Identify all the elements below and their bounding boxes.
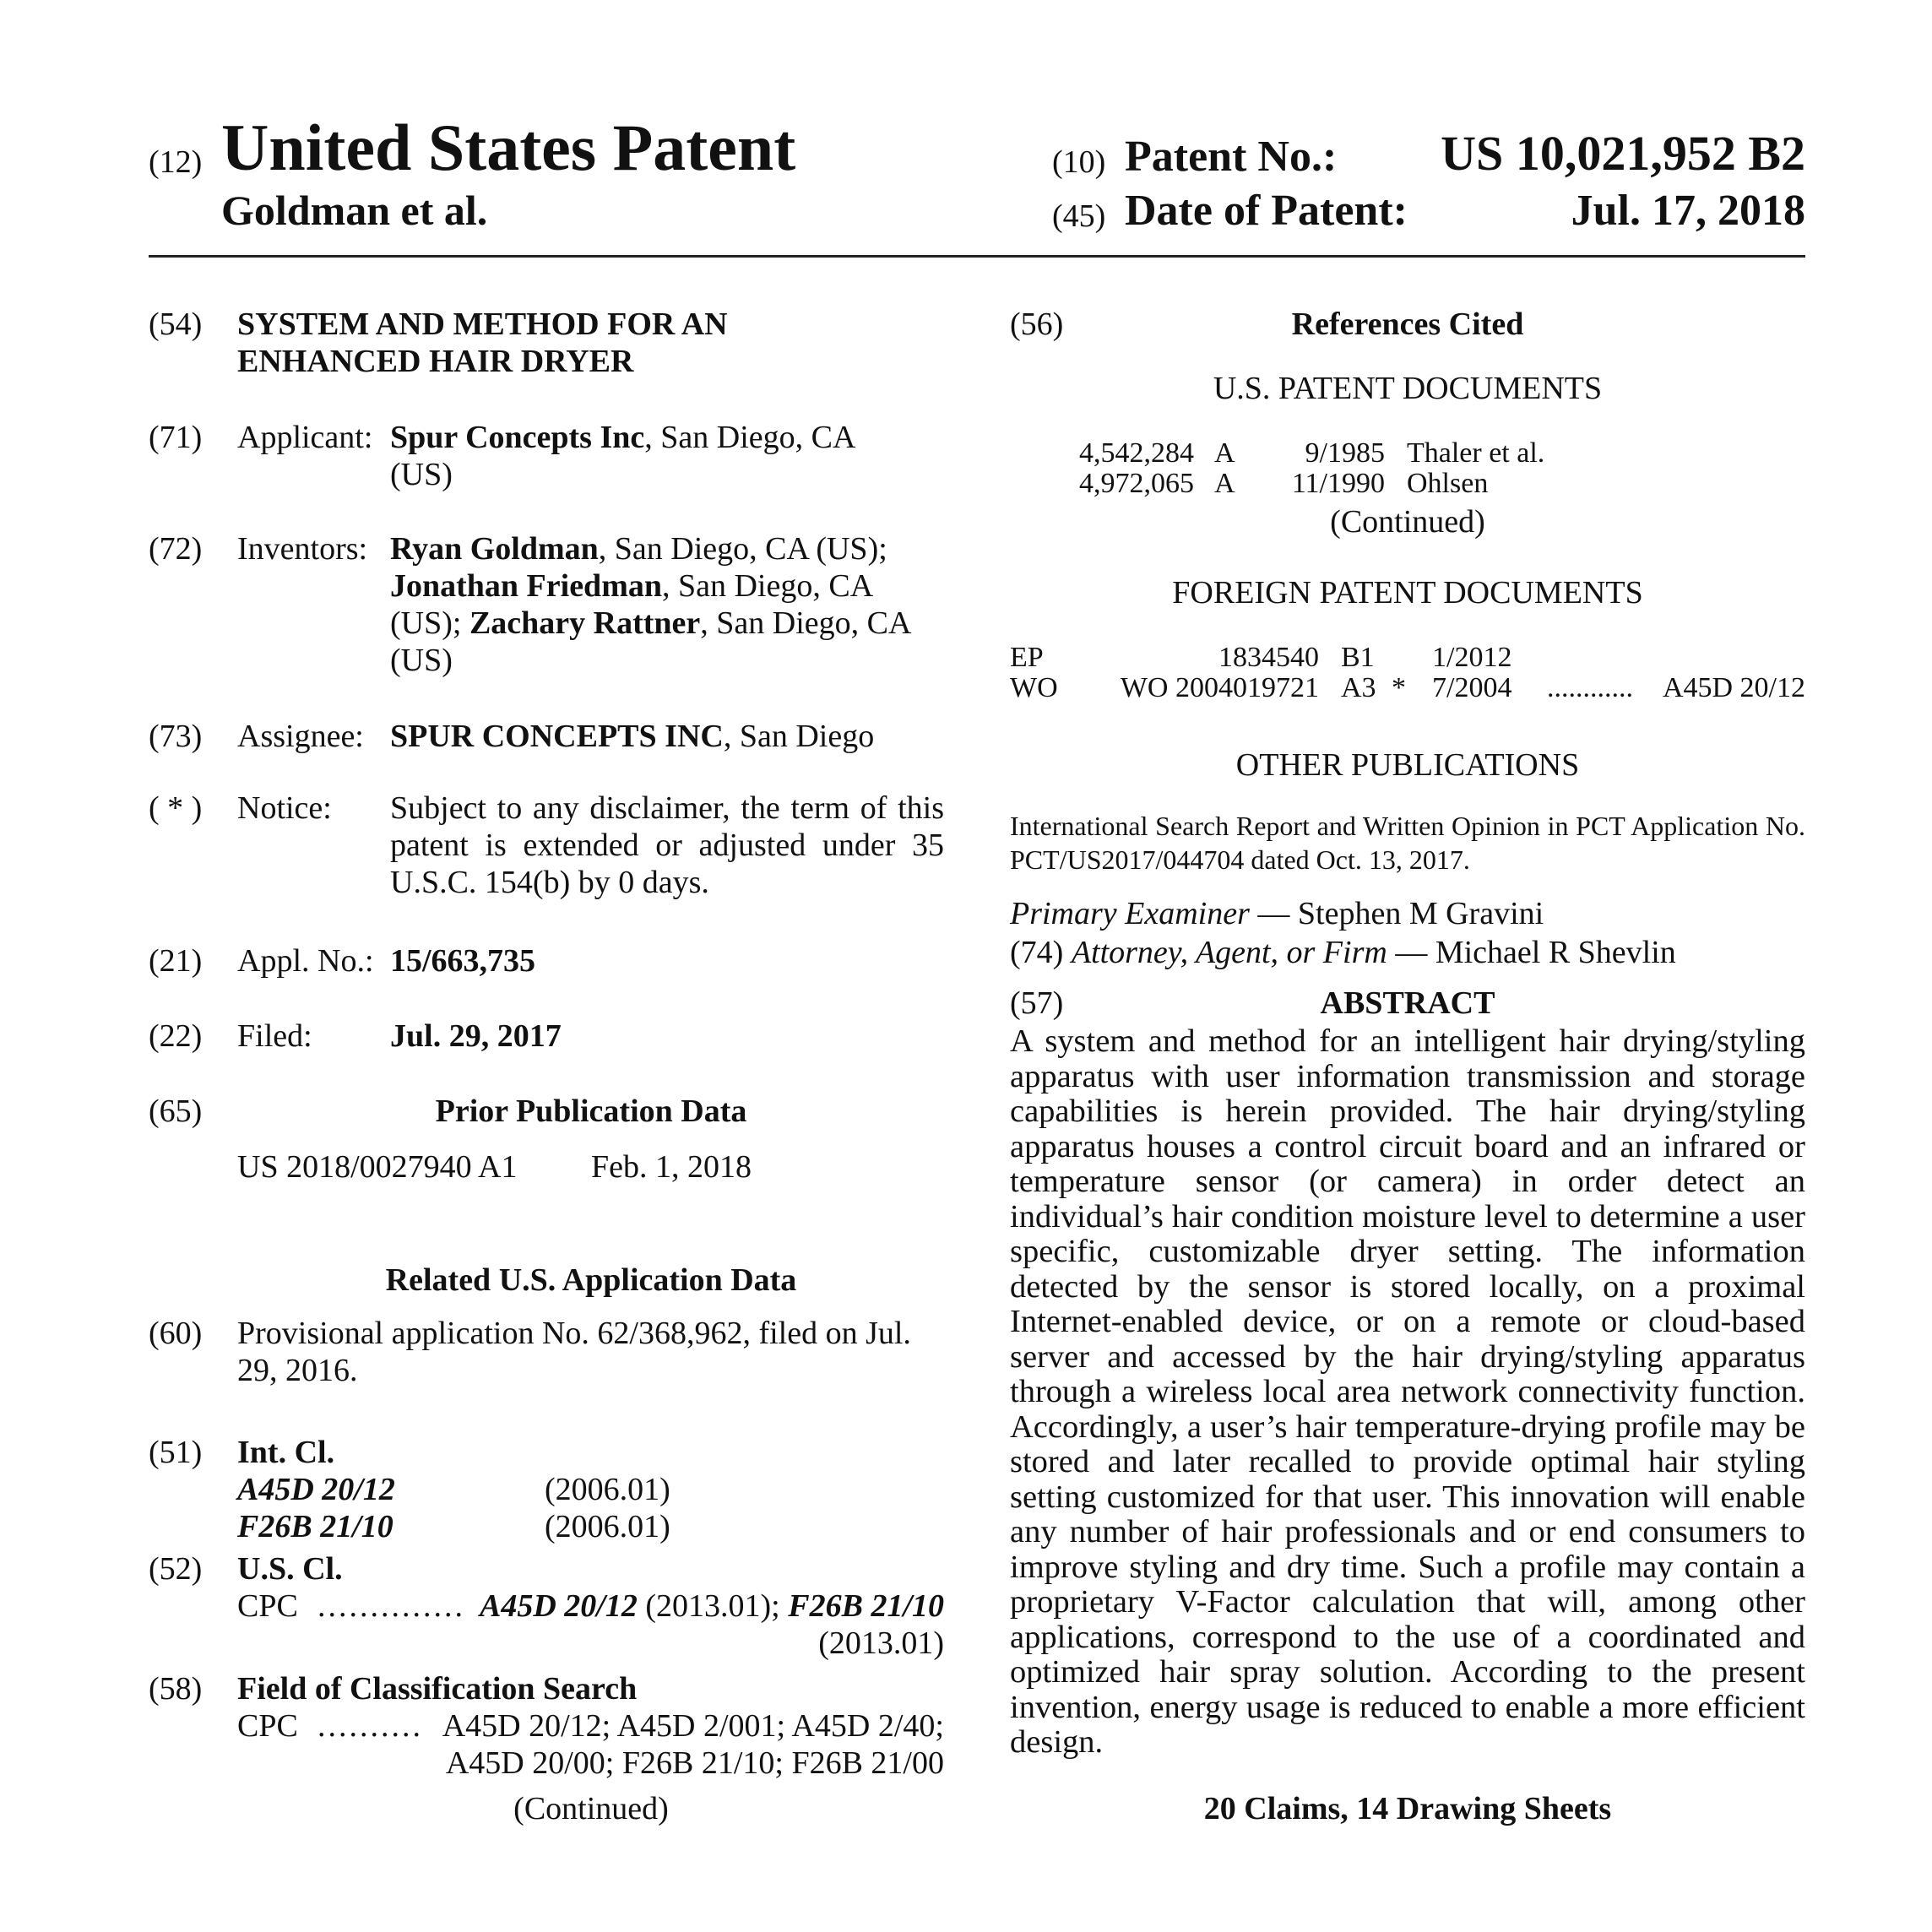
code-73: (73) [149,719,203,754]
us-doc-date: 9/1985 [1305,437,1385,469]
claims-summary: 20 Claims, 14 Drawing Sheets [1203,1791,1612,1826]
foreign-doc-kind: B1 [1341,642,1375,673]
code-58: (58) [149,1671,203,1707]
foreign-doc-date: 7/2004 [1432,672,1512,703]
abstract-heading: ABSTRACT [1320,985,1495,1021]
int-cl-version-2: (2006.01) [545,1509,670,1544]
inventor-line1 [390,530,887,567]
notice-text: Subject to any disclaimer, the term of this patent is extended or adjusted under 35 U.S.C. 154(b) by 0 days. [390,790,944,900]
us-patent-docs-heading: U.S. PATENT DOCUMENTS [1213,371,1603,406]
foreign-doc-number: WO 2004019721 [1120,672,1319,703]
prior-publication-number: US 2018/0027940 A1 [237,1149,518,1185]
header-rule [149,255,1805,258]
code-56: (56) [1010,307,1064,342]
abstract-text: A system and method for an intelligent hair drying/styling apparatus with user information transmission and storage capabilities is herein provided. The hair drying/styling apparatus houses a control circuit board and an infrared or temperature sensor (or camera) in order detect an individual’s hair condition moisture level to determine a user specific, customizable dryer setting. The information detected by the sensor is stored locally, on a proximal Internet-enabled device, or on a remote or cloud-based server and accessed by the hair drying/styling apparatus through a wireless local area network connectivity function. Accordingly, a user’s hair temperature-drying profile may be stored and later recalled to provide optimal hair styling setting customized for that user. This innovation will enable any number of hair professionals and or end consumers to improve styling and dry time. Such a profile may contain a proprietary V-Factor calculation that will, among other applications, correspond to the use of a coordinated and optimized hair spray solution. According to the present invention, energy usage is reduced to enable a more efficient design. [1010,1023,1805,1760]
patent-no-label: Patent No.: [1125,133,1338,181]
patent-date: Jul. 17, 2018 [1571,187,1805,235]
us-doc-number: 4,542,284 [1079,437,1194,469]
foreign-doc-country: EP [1010,642,1044,673]
us-doc-kind: A [1214,468,1235,499]
us-doc-date: 11/1990 [1291,468,1385,499]
attorney-label: Attorney, Agent, or Firm [1071,935,1387,970]
field-search-heading: Field of Classification Search [237,1671,638,1707]
code-65: (65) [149,1094,203,1129]
document-title: United States Patent [221,111,796,184]
us-cl-line1 [480,1587,944,1625]
inventor-line3 [390,605,911,642]
examiner-label: Primary Examiner [1010,896,1250,931]
us-cl-dots: .............. [317,1588,465,1624]
other-publications-heading: OTHER PUBLICATIONS [1235,747,1580,783]
date-label: Date of Patent: [1125,187,1408,235]
applicant-label: Applicant: [237,420,373,455]
code-51: (51) [149,1435,203,1470]
foreign-docs-heading: FOREIGN PATENT DOCUMENTS [1172,575,1643,611]
filed-label: Filed: [237,1018,312,1054]
us-docs-continued: (Continued) [1330,504,1485,540]
int-cl-heading: Int. Cl. [237,1435,335,1470]
us-cl-cpc-label: CPC [237,1588,298,1624]
code-57: (57) [1010,985,1064,1021]
inventor-name-2: Jonathan Friedman [390,568,662,604]
us-doc-name: Thaler et al. [1407,437,1545,469]
us-cl-version-1: (2013.01); [637,1588,789,1624]
assignee-line [390,718,874,755]
int-cl-class-2: F26B 21/10 [237,1509,393,1544]
field-search-line1: A45D 20/12; A45D 2/001; A45D 2/40; [442,1708,944,1744]
inventor-name-3: Zachary Rattner [469,605,701,641]
code-22: (22) [149,1018,203,1054]
code-10: (10) [1052,144,1106,180]
inventor-loc-1: , San Diego, CA (US); [598,531,887,567]
authors: Goldman et al. [221,187,488,234]
foreign-doc-country: WO [1010,672,1058,703]
field-search-continued: (Continued) [513,1791,669,1826]
foreign-doc-class: A45D 20/12 [1662,672,1805,703]
foreign-doc-star: * [1392,672,1406,703]
assignee-location: , San Diego [723,719,875,754]
appl-no-label: Appl. No.: [237,943,374,979]
other-publications-text: International Search Report and Written Opinion in PCT Application No. PCT/US2017/044704 dated Oct. 13, 2017. [1010,811,1805,875]
field-search-cpc-label: CPC [237,1708,298,1744]
applicant-country: (US) [390,457,453,492]
field-search-line2: A45D 20/00; F26B 21/10; F26B 21/00 [445,1745,944,1781]
int-cl-version-1: (2006.01) [545,1472,670,1507]
invention-title-line1: SYSTEM AND METHOD FOR AN [237,307,728,342]
attorney-line [1010,934,1676,971]
assignee-label: Assignee: [237,719,364,754]
invention-title-line2: ENHANCED HAIR DRYER [237,344,634,379]
applicant-location: , San Diego, CA [644,420,856,455]
references-heading: References Cited [1291,307,1524,342]
us-doc-number: 4,972,065 [1079,468,1194,499]
us-cl-class-1: A45D 20/12 [480,1588,638,1624]
code-45: (45) [1052,198,1106,234]
code-71: (71) [149,420,203,455]
appl-no-value: 15/663,735 [390,943,536,979]
us-cl-version-2: (2013.01) [818,1625,944,1661]
inventor-loc-2: , San Diego, CA [661,568,874,604]
code-54: (54) [149,307,203,342]
inventors-label: Inventors: [237,531,368,567]
inventor-name-1: Ryan Goldman [390,531,599,567]
patent-number: US 10,021,952 B2 [1441,126,1805,181]
us-cl-heading: U.S. Cl. [237,1551,343,1587]
int-cl-class-1: A45D 20/12 [237,1472,395,1507]
foreign-doc-number: 1834540 [1218,642,1319,673]
code-72: (72) [149,531,203,567]
applicant-line1 [390,419,855,456]
us-doc-kind: A [1214,437,1235,469]
code-74: (74) [1010,935,1064,970]
examiner-line [1010,895,1544,932]
related-application-heading: Related U.S. Application Data [385,1262,797,1298]
code-12: (12) [149,144,203,180]
code-notice: ( * ) [149,790,203,826]
prior-publication-date: Feb. 1, 2018 [591,1149,752,1185]
inventor-loc-3: , San Diego, CA [700,605,912,641]
provisional-text: Provisional application No. 62/368,962, filed on Jul. 29, 2016. [237,1316,911,1388]
code-60: (60) [149,1316,203,1351]
foreign-doc-kind: A3 [1341,672,1376,703]
inventor-pre-3: (US); [390,605,469,641]
code-52: (52) [149,1551,203,1587]
attorney-name: — Michael R Shevlin [1387,935,1676,970]
prior-publication-heading: Prior Publication Data [435,1094,747,1129]
assignee-name: SPUR CONCEPTS INC [390,719,724,754]
filed-value: Jul. 29, 2017 [390,1018,562,1054]
inventor-tail: (US) [390,643,453,678]
inventor-line2 [390,567,873,605]
examiner-name: — Stephen M Gravini [1249,896,1544,931]
field-search-dots: .......... [317,1708,423,1744]
foreign-doc-dots: ............ [1547,672,1633,703]
notice-label: Notice: [237,790,332,826]
applicant-name: Spur Concepts Inc [390,420,645,455]
us-doc-name: Ohlsen [1407,468,1489,499]
code-21: (21) [149,943,203,979]
foreign-doc-date: 1/2012 [1432,642,1512,673]
us-cl-class-2: F26B 21/10 [788,1588,944,1624]
